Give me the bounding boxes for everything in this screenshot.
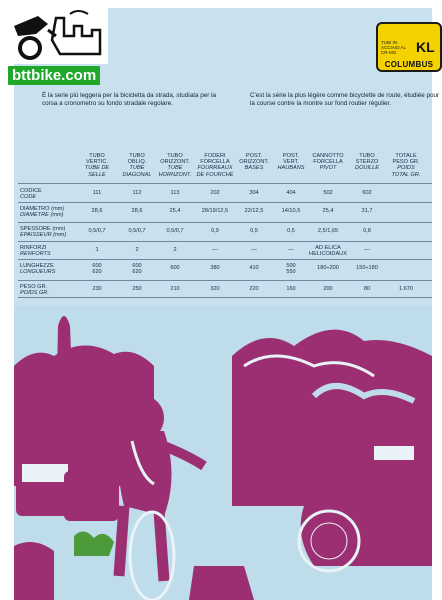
cell-text: 600 xyxy=(170,265,180,271)
cell-text: 25,4 xyxy=(169,208,181,214)
table-cell xyxy=(272,228,310,234)
table-cell xyxy=(118,247,156,253)
column-header-it: POST. xyxy=(245,153,263,159)
column-header-fr: DOUILLE xyxy=(355,165,379,172)
table-cell xyxy=(235,247,273,253)
table-rule xyxy=(18,259,432,260)
column-header-fr: DIAGONAL xyxy=(122,171,152,178)
table-cell xyxy=(118,208,156,214)
table-cell xyxy=(309,245,347,258)
table-cell xyxy=(118,190,156,196)
table-cell xyxy=(387,286,425,292)
column-header xyxy=(272,153,310,172)
cell-text: 2 xyxy=(135,247,139,253)
table-cell xyxy=(348,247,386,253)
cell-text: 320 xyxy=(210,286,220,292)
cell-text: 600 xyxy=(92,263,102,269)
table-rule xyxy=(18,297,432,298)
cell-text: 600 xyxy=(132,263,142,269)
table-cell xyxy=(272,208,310,214)
cell-text: AD ELICA xyxy=(315,245,341,251)
table-cell xyxy=(348,265,386,271)
row-label-fr: POIDS GR. xyxy=(20,290,49,297)
cell-text: 602 xyxy=(362,190,372,196)
table-cell xyxy=(196,286,234,292)
cell-text: 14/10,5 xyxy=(281,208,301,214)
table-cell xyxy=(196,208,234,214)
column-header xyxy=(196,153,234,178)
column-header-it: TOTALE xyxy=(395,153,417,159)
cell-text: 31,7 xyxy=(361,208,373,214)
cell-text: — xyxy=(251,247,257,253)
table-cell xyxy=(309,190,347,196)
row-label xyxy=(20,284,49,296)
row-label-it: DIAMETRO (mm) xyxy=(20,206,65,212)
table-cell xyxy=(272,247,310,253)
column-header xyxy=(235,153,273,172)
table-cell xyxy=(309,265,347,271)
cell-text: 404 xyxy=(286,190,296,196)
table-cell xyxy=(235,208,273,214)
cell-text: 150÷180 xyxy=(356,265,378,271)
cell-text: 550 xyxy=(286,269,296,276)
cell-text: 2,5/1,65 xyxy=(317,228,339,234)
row-label-fr: CODE xyxy=(20,194,37,201)
column-header-fr: TUBE xyxy=(167,165,183,172)
row-label-fr: LONGUEURS xyxy=(20,269,56,276)
row-label-it: SPESSORE (mm) xyxy=(20,226,66,232)
table-cell xyxy=(348,208,386,214)
table-cell xyxy=(272,286,310,292)
cell-text: 0,5 xyxy=(287,228,295,234)
column-header-it: TUBO xyxy=(359,153,375,159)
table-cell xyxy=(348,190,386,196)
cell-text: 304 xyxy=(249,190,259,196)
column-header xyxy=(348,153,386,172)
cell-text: 0,9 xyxy=(211,228,219,234)
cell-text: 0,5/0,7 xyxy=(88,228,106,234)
table-cell xyxy=(272,263,310,276)
table-cell xyxy=(196,265,234,271)
table-cell xyxy=(156,247,194,253)
column-header-fr: POIDS xyxy=(397,165,415,172)
row-label-fr: DIAMETRE (mm) xyxy=(20,212,64,219)
table-cell xyxy=(78,286,116,292)
table-cell xyxy=(156,286,194,292)
column-header-it: POST. xyxy=(282,153,300,159)
cell-text: 220 xyxy=(249,286,259,292)
table-rule xyxy=(18,183,432,184)
cell-text: 202 xyxy=(210,190,220,196)
table-cell xyxy=(78,228,116,234)
table-cell xyxy=(156,190,194,196)
table-cell xyxy=(235,228,273,234)
cell-text: 1.670 xyxy=(399,286,413,292)
intro-french: C'est la série la plus légère comme bicyclette de route, étudiée pour la course contre la montre sur fond routier régulier. xyxy=(250,92,440,107)
table-cell xyxy=(78,190,116,196)
table-cell xyxy=(118,263,156,276)
column-header-it: STERZO xyxy=(355,159,379,166)
cell-text: 0,8 xyxy=(363,228,371,234)
row-label xyxy=(20,188,42,200)
table-cell xyxy=(196,228,234,234)
table-rule xyxy=(18,222,432,223)
table-cell xyxy=(196,190,234,196)
table-rule xyxy=(18,241,432,242)
row-label-fr: EPAISSEUR (mm) xyxy=(20,232,67,239)
columbus-logo: TUBI IN ACCIAIO AL CR-MO KL COLUMBUS xyxy=(376,22,442,72)
row-label-it: PESO GR. xyxy=(20,284,48,290)
cell-text: 210 xyxy=(170,286,180,292)
column-header-it: FODERI xyxy=(204,153,226,159)
table-cell xyxy=(309,208,347,214)
cell-text: 250 xyxy=(132,286,142,292)
table-cell xyxy=(272,190,310,196)
table-cell xyxy=(196,247,234,253)
cell-text: — xyxy=(364,247,370,253)
row-label xyxy=(20,263,55,275)
column-header-it: TUBO xyxy=(129,153,145,159)
cell-text: 0,5/0,7 xyxy=(166,228,184,234)
column-header-it: VERT. xyxy=(283,159,299,166)
cell-text: 111 xyxy=(92,190,102,196)
cell-text: — xyxy=(212,247,218,253)
row-label-fr: RENFORTS xyxy=(20,251,51,258)
column-header-fr: HAUBANS xyxy=(277,165,305,172)
cell-text: 200 xyxy=(323,286,333,292)
row-label-it: RINFORZI xyxy=(20,245,47,251)
cell-text: — xyxy=(288,247,294,253)
cell-text: 28,6 xyxy=(131,208,143,214)
cell-text: 180÷200 xyxy=(317,265,339,271)
column-header-fr: TUBE xyxy=(129,165,145,172)
cell-text: 230 xyxy=(92,286,102,292)
table-cell xyxy=(78,263,116,276)
row-label xyxy=(20,206,64,218)
intro-italian: È la serie più leggera per la bicicletta da strada, studiata per la corsa a cronometro su fondo stradale regolare. xyxy=(42,92,216,107)
column-header-it: PESO GR. xyxy=(392,159,420,166)
table-cell xyxy=(235,286,273,292)
cell-text: 620 xyxy=(92,269,102,276)
column-header-fr: DE FOURCHE xyxy=(196,171,234,178)
cell-text: 28,6 xyxy=(91,208,103,214)
column-header xyxy=(309,153,347,172)
bike-watermark-icon xyxy=(8,6,108,64)
table-cell xyxy=(156,228,194,234)
cell-text: 25,4 xyxy=(322,208,334,214)
row-label-it: CODICE xyxy=(20,188,42,194)
table-cell xyxy=(118,286,156,292)
row-label xyxy=(20,226,66,238)
cell-text: 80 xyxy=(363,286,371,292)
table-rule xyxy=(18,202,432,203)
column-header-fr: PIVOT xyxy=(319,165,337,172)
column-header-fr: FOURREAUX xyxy=(197,165,233,172)
cell-text: 113 xyxy=(170,190,180,196)
column-header-fr: HORNZONT. xyxy=(158,171,192,178)
cell-text: 620 xyxy=(132,269,142,276)
cell-text: 28/19/12,5 xyxy=(201,208,229,214)
table-cell xyxy=(156,208,194,214)
column-header-it: TUBO xyxy=(89,153,105,159)
column-header-it: VERTIC. xyxy=(86,159,108,166)
cell-text: 380 xyxy=(210,265,220,271)
row-label-it: LUNGHEZZE xyxy=(20,263,54,269)
table-cell xyxy=(156,265,194,271)
column-header-fr: TOTAL GR. xyxy=(391,171,421,178)
cell-text: 502 xyxy=(323,190,333,196)
cell-text: 2 xyxy=(173,247,177,253)
table-cell xyxy=(78,208,116,214)
cell-text: 22/12,5 xyxy=(244,208,264,214)
cell-text: 0,5 xyxy=(250,228,258,234)
table-cell xyxy=(235,265,273,271)
cell-text: 112 xyxy=(132,190,142,196)
column-header-fr: BASES xyxy=(244,165,264,172)
column-header-it: FORCELLA xyxy=(313,159,343,166)
table-cell xyxy=(348,228,386,234)
cell-text: HELICOIDAUX xyxy=(309,251,347,258)
cell-text: 0,5/0,7 xyxy=(128,228,146,234)
column-header xyxy=(387,153,425,178)
column-header-it: OBLIQ. xyxy=(127,159,147,166)
column-header xyxy=(78,153,116,178)
cell-text: 160 xyxy=(286,286,296,292)
watermark: bttbike.com xyxy=(0,0,110,86)
column-header-it: ORIZZONT. xyxy=(239,159,269,166)
table-cell xyxy=(118,228,156,234)
column-header-it: ORIZZONT. xyxy=(160,159,190,166)
column-header xyxy=(156,153,194,178)
table-cell xyxy=(309,286,347,292)
table-rule xyxy=(18,280,432,281)
column-header xyxy=(118,153,156,178)
cell-text: 410 xyxy=(249,265,259,271)
column-header-fr: TUBE DE xyxy=(84,165,110,172)
column-header-fr: SELLE xyxy=(88,171,106,178)
table-cell xyxy=(235,190,273,196)
column-header-it: CANNOTTO xyxy=(312,153,344,159)
cell-text: 1 xyxy=(95,247,99,253)
racing-cyclist-photo xyxy=(14,306,432,600)
table-cell xyxy=(78,247,116,253)
cell-text: 500 xyxy=(286,263,296,269)
table-cell xyxy=(348,286,386,292)
column-header-it: TUBO xyxy=(167,153,183,159)
table-cell xyxy=(309,228,347,234)
catalog-page xyxy=(14,8,440,600)
row-label xyxy=(20,245,51,257)
column-header-it: FORCELLA xyxy=(200,159,230,166)
